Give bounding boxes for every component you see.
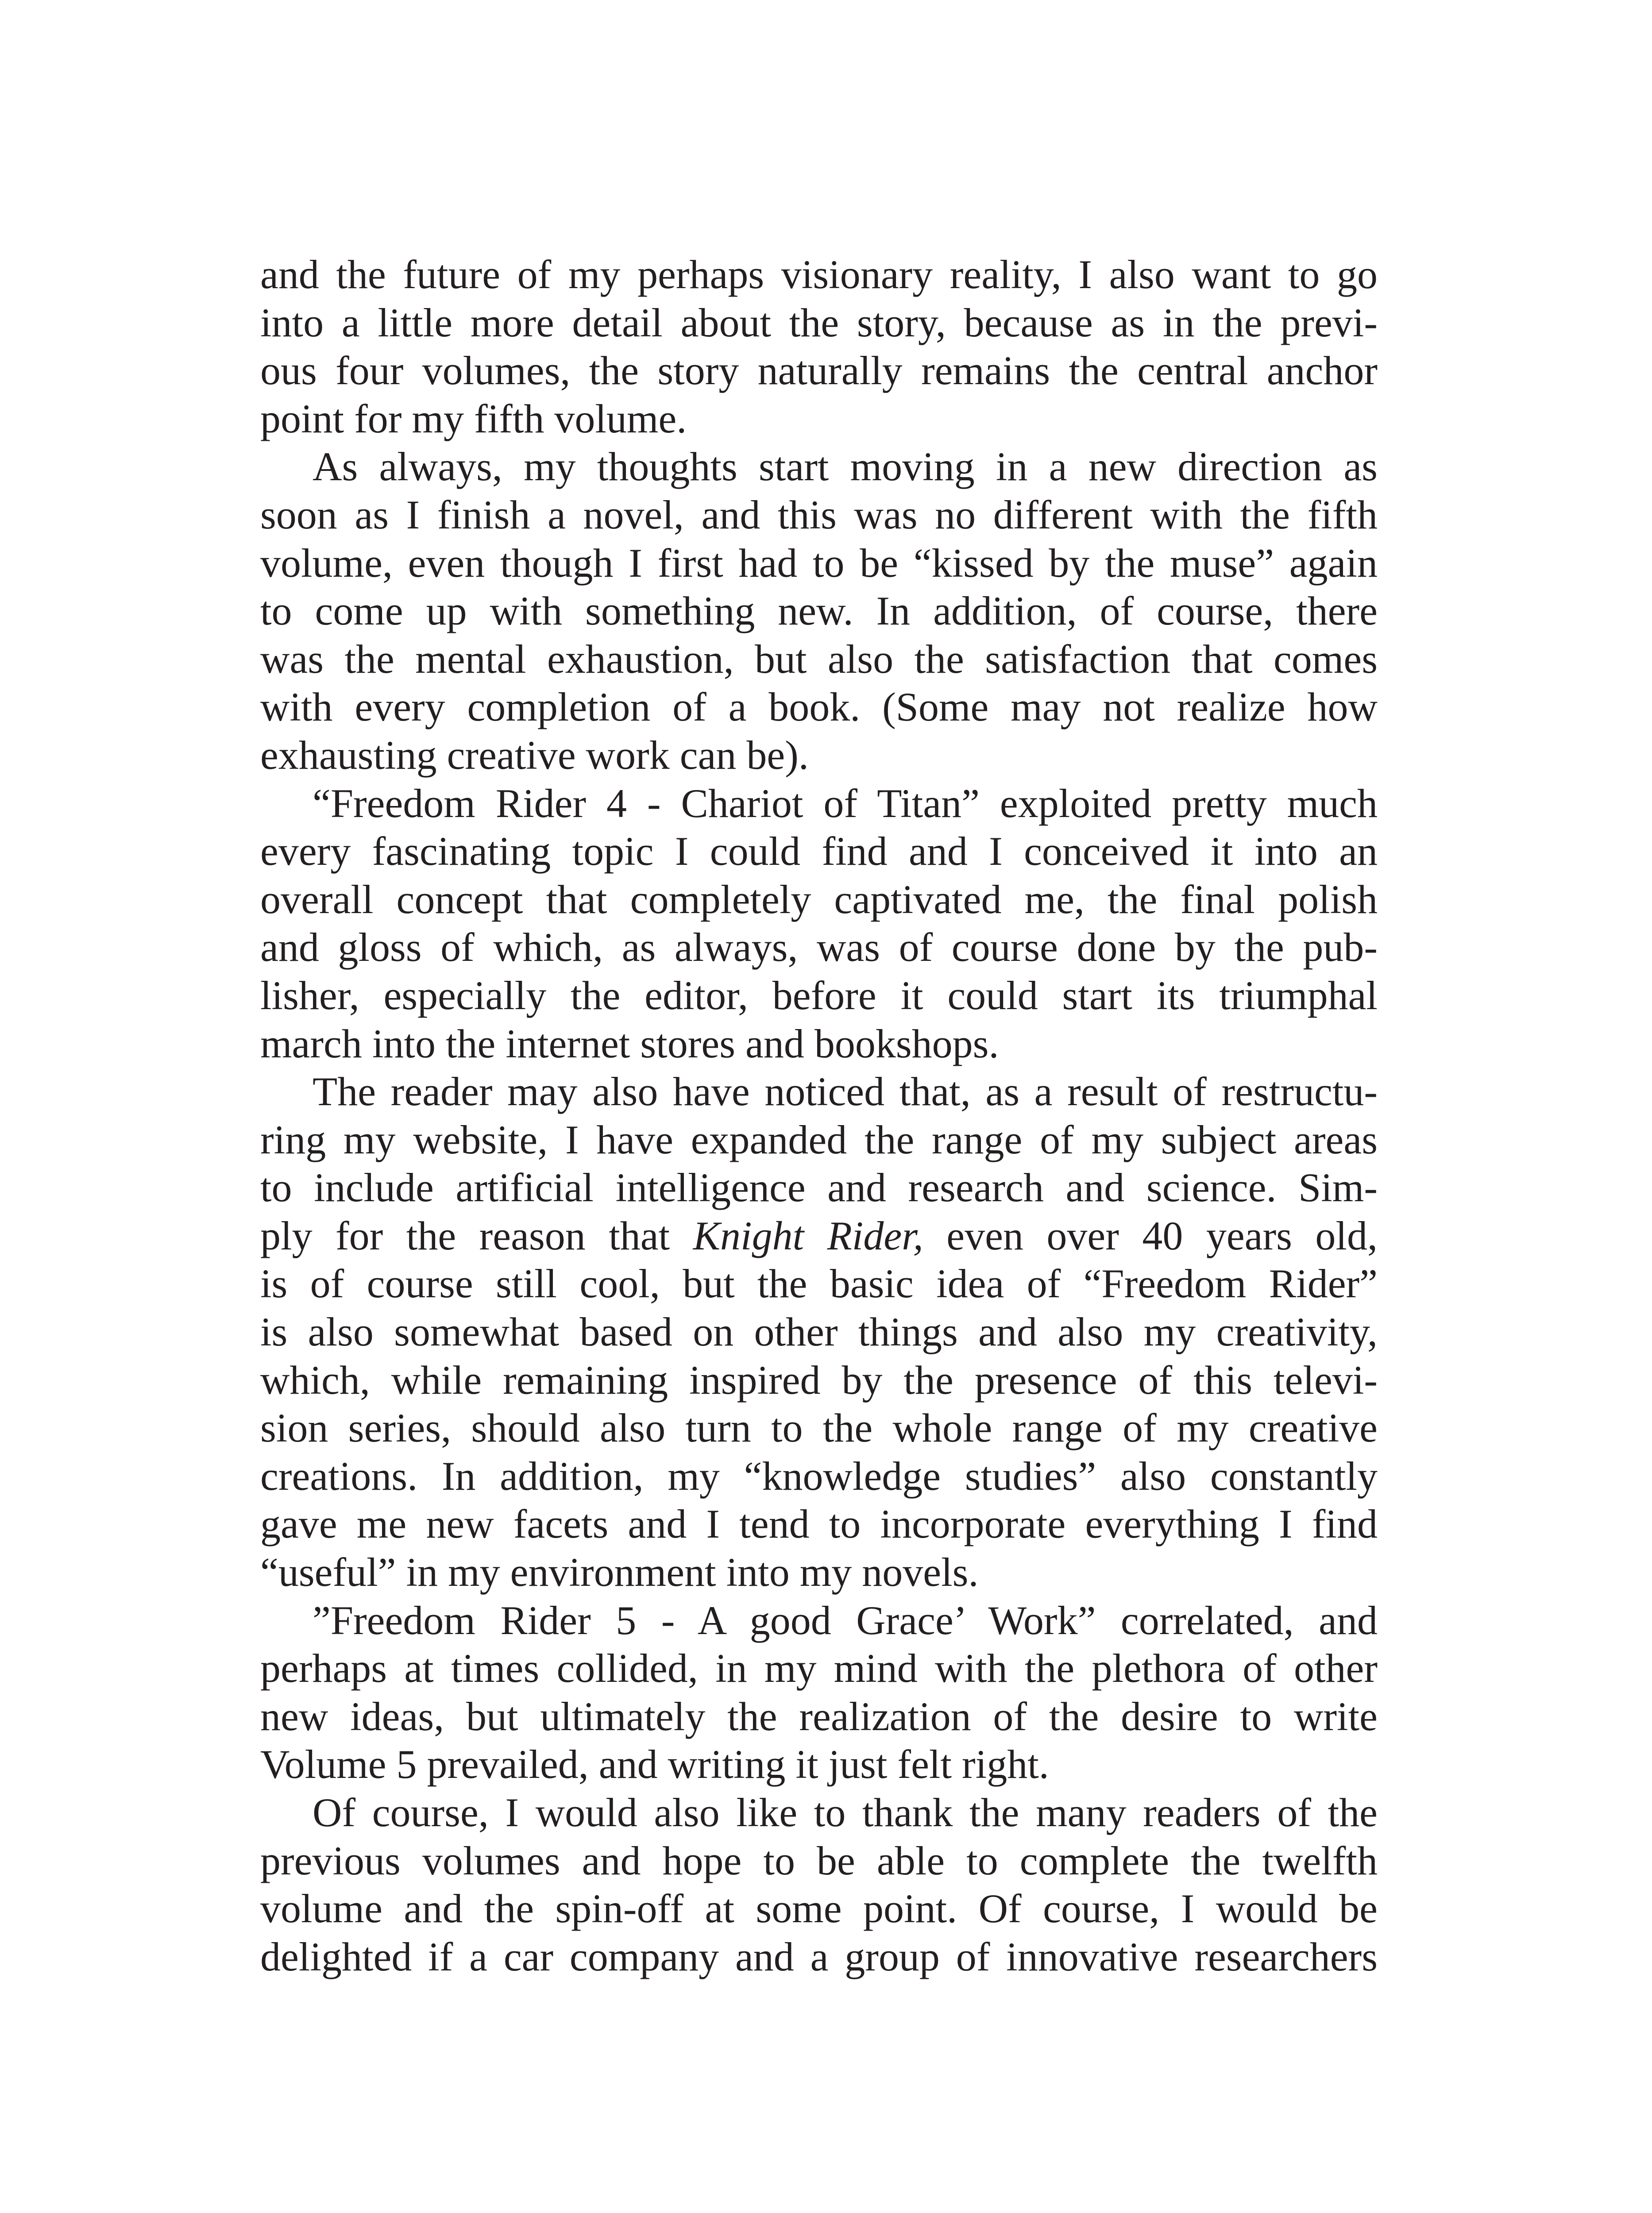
text-line: lisher, especially the editor, before it could start its triumphal xyxy=(260,972,1378,1018)
italic-title: Knight Rider, xyxy=(693,1213,923,1258)
text-line: sion series, should also turn to the whole range of my creative xyxy=(260,1405,1378,1451)
text-line: and gloss of which, as always, was of course done by the pub- xyxy=(260,925,1378,970)
text-line xyxy=(260,1212,1378,1260)
text-line: perhaps at times collided, in my mind with the plethora of other xyxy=(260,1646,1378,1691)
text-line: volume and the spin-off at some point. Of course, I would be xyxy=(260,1886,1378,1932)
text-line: was the mental exhaustion, but also the satisfaction that comes xyxy=(260,636,1378,682)
text-line: The reader may also have noticed that, as a result of restructu- xyxy=(313,1069,1378,1114)
body-text xyxy=(260,251,1378,1981)
text-line: soon as I finish a novel, and this was no different with the fifth xyxy=(260,492,1378,537)
text-line: Volume 5 prevailed, and writing it just felt right. xyxy=(260,1742,1049,1787)
text-line: delighted if a car company and a group of innovative researchers xyxy=(260,1934,1378,1979)
text-line: ”Freedom Rider 5 - A good Grace’ Work” correlated, and xyxy=(313,1597,1378,1643)
text-line: is also somewhat based on other things and also my creativity, xyxy=(260,1309,1378,1355)
text-line: march into the internet stores and bookshops. xyxy=(260,1021,999,1066)
text-line: new ideas, but ultimately the realization of the desire to write xyxy=(260,1693,1378,1739)
text-line: “Freedom Rider 4 - Chariot of Titan” exploited pretty much xyxy=(313,780,1378,826)
text-line: into a little more detail about the story, because as in the previ- xyxy=(260,300,1378,345)
text-line: with every completion of a book. (Some may not realize how xyxy=(260,684,1378,730)
text-line: gave me new facets and I tend to incorporate everything I find xyxy=(260,1501,1378,1547)
text-line: volume, even though I first had to be “kissed by the muse” again xyxy=(260,540,1378,586)
text-line: overall concept that completely captivated me, the final polish xyxy=(260,876,1378,922)
text-line: which, while remaining inspired by the presence of this televi- xyxy=(260,1357,1378,1403)
text-line: and the future of my perhaps visionary reality, I also want to go xyxy=(260,252,1378,297)
text-line: ous four volumes, the story naturally remains the central anchor xyxy=(260,348,1378,393)
text-line: previous volumes and hope to be able to complete the twelfth xyxy=(260,1838,1378,1883)
text-line: to come up with something new. In addition, of course, there xyxy=(260,588,1378,634)
text-line: exhausting creative work can be). xyxy=(260,732,809,778)
text-line: Of course, I would also like to thank the many readers of the xyxy=(313,1790,1378,1835)
text-line: point for my fifth volume. xyxy=(260,396,687,441)
text-line: is of course still cool, but the basic idea of “Freedom Rider” xyxy=(260,1261,1378,1307)
text-line: “useful” in my environment into my novels. xyxy=(260,1550,979,1595)
text-line: creations. In addition, my “knowledge studies” also constantly xyxy=(260,1453,1378,1499)
text-line: every fascinating topic I could find and I conceived it into an xyxy=(260,829,1378,874)
text-line: ring my website, I have expanded the range of my subject areas xyxy=(260,1117,1378,1162)
text-segment: even over 40 years old, xyxy=(923,1213,1378,1258)
text-line: to include artificial intelligence and research and science. Sim- xyxy=(260,1165,1378,1211)
text-line: As always, my thoughts start moving in a new direction as xyxy=(313,444,1378,490)
text-segment: ply for the reason that xyxy=(260,1213,693,1258)
